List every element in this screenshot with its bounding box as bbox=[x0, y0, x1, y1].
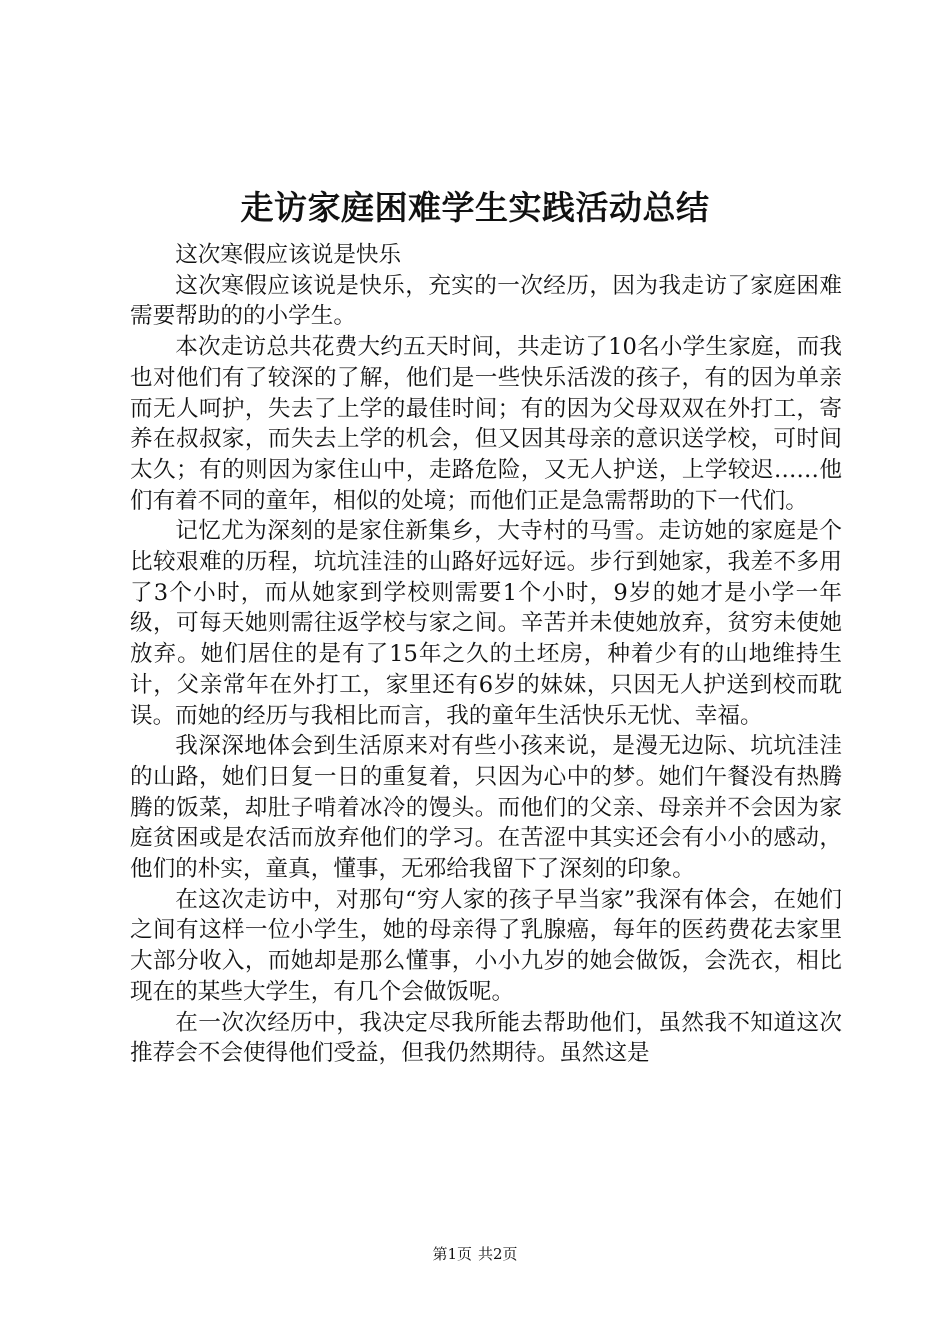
paragraph: 记忆尤为深刻的是家住新集乡，大寺村的马雪。走访她的家庭是个比较艰难的历程，坑坑洼洼的山路好远好远。步行到她家，我差不多用了3个小时，而从她家到学校则需要1个小时，9岁的她才是小学一年级，可每天她则需往返学校与家之间。辛苦并未使她放弃，贫穷未使她放弃。她们居住的是有了15年之久的土坯房，种着少有的山地维持生计，父亲常年在外打工，家里还有6岁的妹妹，只因无人护送到校而耽误。而她的经历与我相比而言，我的童年生活快乐无忧、幸福。 bbox=[130, 518, 842, 729]
paragraph: 这次寒假应该说是快乐，充实的一次经历，因为我走访了家庭困难需要帮助的的小学生。 bbox=[130, 272, 842, 330]
document-title: 走访家庭困难学生实践活动总结 bbox=[240, 188, 710, 227]
paragraph: 在一次次经历中，我决定尽我所能去帮助他们，虽然我不知道这次推荐会不会使得他们受益，但我仍然期待。虽然这是 bbox=[130, 1009, 842, 1067]
paragraph: 本次走访总共花费大约五天时间，共走访了10名小学生家庭，而我也对他们有了较深的了解，他们是一些快乐活泼的孩子，有的因为单亲而无人呵护，失去了上学的最佳时间；有的因为父母双双在外打工，寄养在叔叔家，而失去上学的机会，但又因其母亲的意识送学校，可时间太久；有的则因为家住山中，走路危险，又无人护送，上学较迟……他们有着不同的童年，相似的处境；而他们正是急需帮助的下一代们。 bbox=[130, 334, 842, 514]
page-footer bbox=[0, 1244, 950, 1264]
page-total: 共2页 bbox=[478, 1245, 518, 1263]
paragraph: 这次寒假应该说是快乐 bbox=[175, 242, 402, 268]
paragraph: 我深深地体会到生活原来对有些小孩来说，是漫无边际、坑坑洼洼的山路，她们日复一日的重复着，只因为心中的梦。她们午餐没有热腾腾的饭菜，却肚子啃着冰冷的馒头。而他们的父亲、母亲并不会因为家庭贫困或是农活而放弃他们的学习。在苦涩中其实还会有小小的感动，他们的朴实，童真，懂事，无邪给我留下了深刻的印象。 bbox=[130, 733, 842, 883]
page-number: 第1页 bbox=[432, 1245, 472, 1263]
paragraph: 在这次走访中，对那句“穷人家的孩子早当家”我深有体会，在她们之间有这样一位小学生，她的母亲得了乳腺癌，每年的医药费花去家里大部分收入，而她却是那么懂事，小小九岁的她会做饭，会洗衣，相比现在的某些大学生，有几个会做饭呢。 bbox=[130, 886, 842, 1005]
document-body bbox=[130, 240, 842, 1069]
